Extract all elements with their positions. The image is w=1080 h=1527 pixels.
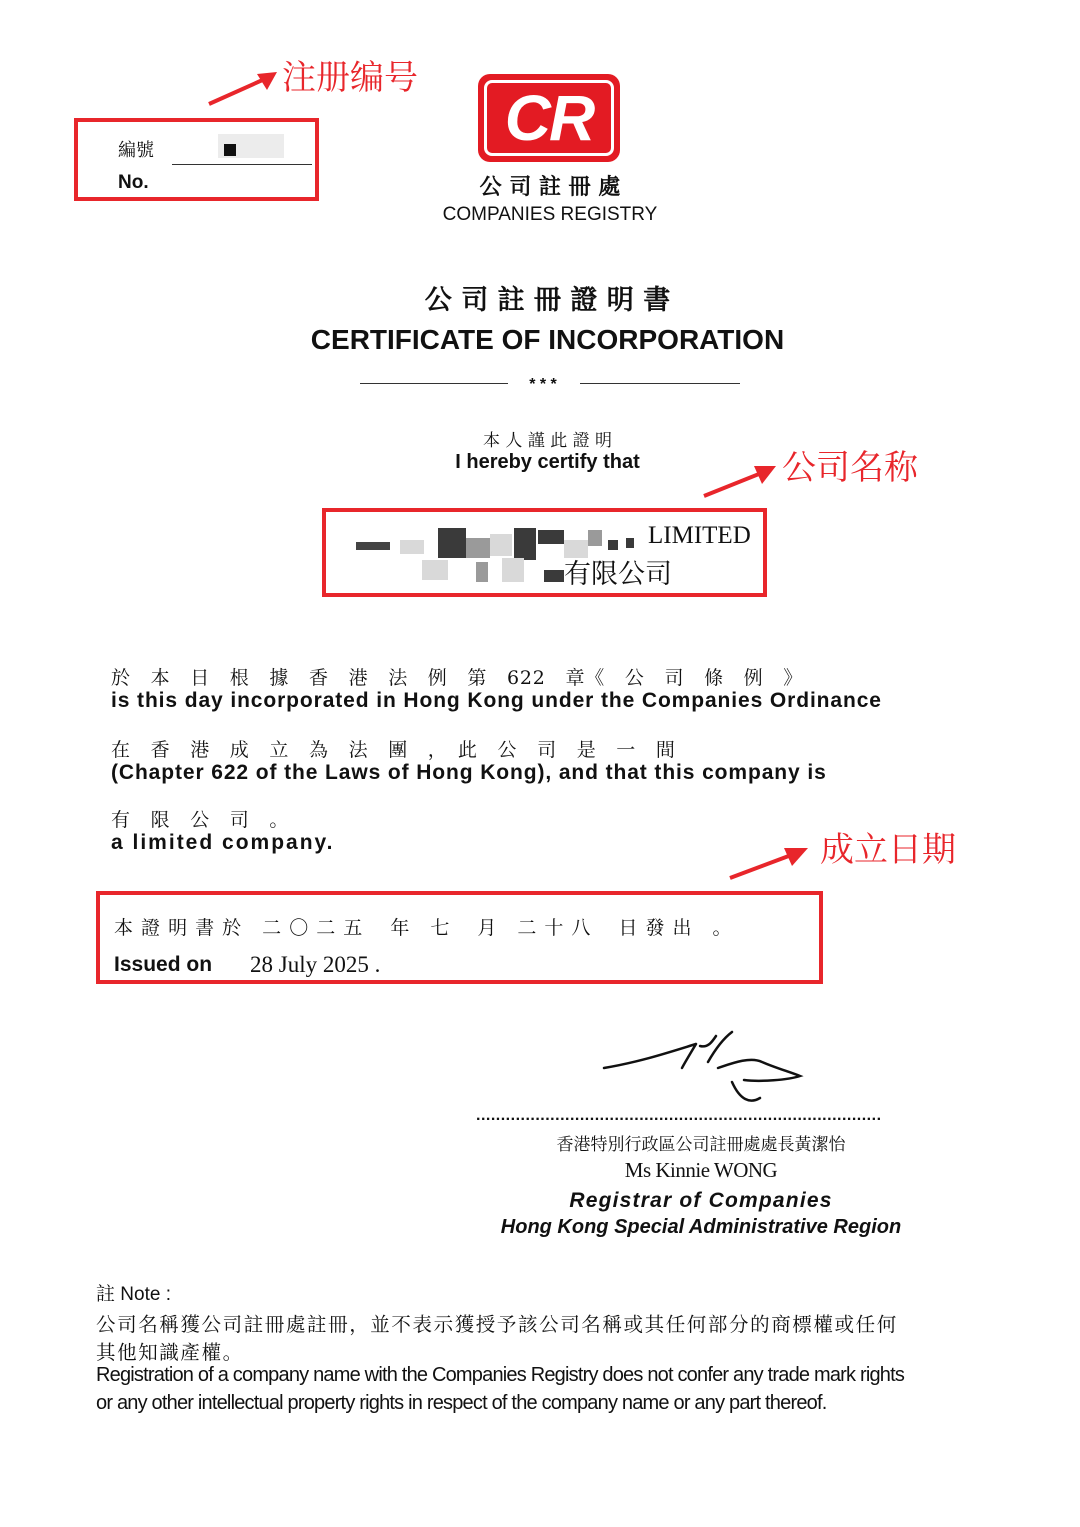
divider-left [360,383,508,384]
signature-dotted-line: .................................................................................. [476,1108,882,1124]
body-line3-zh: 有 限 公 司 。 [111,809,290,831]
body-line1-en: is this day incorporated in Hong Kong under the Companies Ordinance [111,689,882,712]
reg-label-en: No. [118,172,149,193]
body-line2-zh: 在 香 港 成 立 為 法 團 ， 此 公 司 是 一 間 [111,739,676,761]
body-line1-zh: 於 本 日 根 據 香 港 法 例 第 622 章《 公 司 條 例 》 [111,667,804,689]
note-zh-line2: 其他知識產權。 [96,1341,244,1364]
registrar-region: Hong Kong Special Administrative Region [500,1216,902,1238]
cr-logo-mark: CR [504,82,594,154]
signature-image [600,1028,810,1110]
reg-number-redacted-mark [224,144,236,156]
issue-date-box [96,891,823,984]
company-name-redacted [356,542,390,550]
arrow-icon [726,842,816,882]
divider-stars: * * * [529,376,557,393]
note-zh-line1: 公司名稱獲公司註冊處註冊，並不表示獲授予該公司名稱或其任何部分的商標權或任何 [96,1313,898,1336]
certify-en: I hereby certify that [455,451,640,473]
annotation-reg-no: 注册编号 [282,58,418,98]
body-line2-en: (Chapter 622 of the Laws of Hong Kong), and that this company is [111,761,827,784]
note-en-line1: Registration of a company name with the Companies Registry does not confer any trade mark rights [96,1364,905,1386]
issued-date-en: 28 July 2025 . [250,952,381,977]
cr-logo [478,74,620,162]
company-name-zh-suffix: 有限公司 [564,559,672,590]
certificate-title-zh: 公 司 註 冊 證 明 書 [424,285,671,316]
annotation-date: 成立日期 [820,830,956,870]
company-name-en-suffix: LIMITED [648,522,751,549]
arrow-icon [205,68,285,110]
body-line3-en: a limited company. [111,831,335,854]
issued-zh: 本 證 明 書 於 二 〇 二 五 年 七 月 二 十 八 日 發 出 。 [114,917,733,939]
certificate-title-en: CERTIFICATE OF INCORPORATION [310,324,785,355]
certify-zh: 本 人 謹 此 證 明 [482,431,613,451]
registry-name-zh: 公 司 註 冊 處 [479,175,621,200]
annotation-company-name: 公司名称 [782,448,918,488]
registrar-role: Registrar of Companies [569,1189,833,1212]
registrar-name-zh: 香港特別行政區公司註冊處處長黃潔怡 [556,1135,846,1155]
registrar-name-en: Ms Kinnie WONG [624,1158,778,1182]
reg-number-underline [172,164,312,165]
reg-number-box [74,118,319,201]
reg-label-zh: 編號 [118,140,154,161]
note-label: 註 Note : [96,1284,171,1305]
divider-right [580,383,740,384]
issued-label-en: Issued on [114,953,213,976]
note-en-line2: or any other intellectual property rights in respect of the company name or any part thereof. [96,1392,827,1414]
company-name-box [322,508,767,597]
arrow-icon [700,462,784,502]
registry-name-en: COMPANIES REGISTRY [442,204,658,225]
